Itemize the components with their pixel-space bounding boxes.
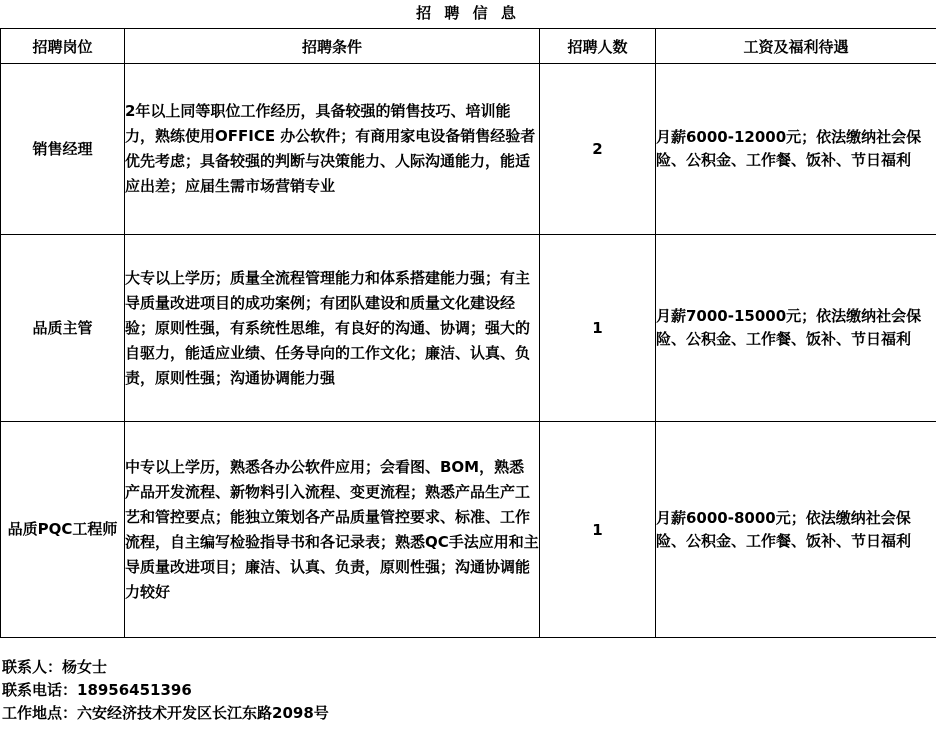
count-cell: 1 bbox=[540, 235, 656, 422]
work-address: 工作地点：六安经济技术开发区长江东路2098号 bbox=[2, 704, 329, 722]
salary-cell: 月薪6000-12000元；依法缴纳社会保险、公积金、工作餐、饭补、节日福利 bbox=[656, 64, 936, 235]
header-requirements: 招聘条件 bbox=[125, 29, 540, 64]
position-cell: 销售经理 bbox=[1, 64, 125, 235]
page-title: 招 聘 信 息 bbox=[416, 4, 520, 22]
table-header-row bbox=[1, 29, 936, 64]
requirements-cell: 2年以上同等职位工作经历，具备较强的销售技巧、培训能力，熟练使用OFFICE 办公软件；有商用家电设备销售经验者优先考虑；具备较强的判断与决策能力、人际沟通能力，能适应出差；应届生需市场营销专业 bbox=[125, 64, 540, 235]
salary-cell: 月薪7000-15000元；依法缴纳社会保险、公积金、工作餐、饭补、节日福利 bbox=[656, 235, 936, 422]
contact-phone: 联系电话：18956451396 bbox=[2, 681, 192, 699]
header-salary: 工资及福利待遇 bbox=[656, 29, 936, 64]
count-cell: 2 bbox=[540, 64, 656, 235]
position-cell: 品质主管 bbox=[1, 235, 125, 422]
count-cell: 1 bbox=[540, 422, 656, 638]
requirements-cell: 大专以上学历；质量全流程管理能力和体系搭建能力强；有主导质量改进项目的成功案例；有团队建设和质量文化建设经验；原则性强，有系统性思维，有良好的沟通、协调；强大的自驱力，能适应业绩、任务导向的工作文化；廉洁、认真、负责，原则性强；沟通协调能力强 bbox=[125, 235, 540, 422]
position-cell: 品质PQC工程师 bbox=[1, 422, 125, 638]
table-row bbox=[1, 422, 936, 638]
contact-info bbox=[2, 656, 329, 725]
recruitment-table bbox=[0, 28, 936, 638]
salary-cell: 月薪6000-8000元；依法缴纳社会保险、公积金、工作餐、饭补、节日福利 bbox=[656, 422, 936, 638]
requirements-cell: 中专以上学历，熟悉各办公软件应用；会看图、BOM，熟悉产品开发流程、新物料引入流程、变更流程；熟悉产品生产工艺和管控要点；能独立策划各产品质量管控要求、标准、工作流程，自主编写检验指导书和各记录表；熟悉QC手法应用和主导质量改进项目；廉洁、认真、负责，原则性强；沟通协调能力较好 bbox=[125, 422, 540, 638]
table-row bbox=[1, 235, 936, 422]
header-position: 招聘岗位 bbox=[1, 29, 125, 64]
contact-person: 联系人：杨女士 bbox=[2, 658, 108, 676]
table-row bbox=[1, 64, 936, 235]
header-count: 招聘人数 bbox=[540, 29, 656, 64]
